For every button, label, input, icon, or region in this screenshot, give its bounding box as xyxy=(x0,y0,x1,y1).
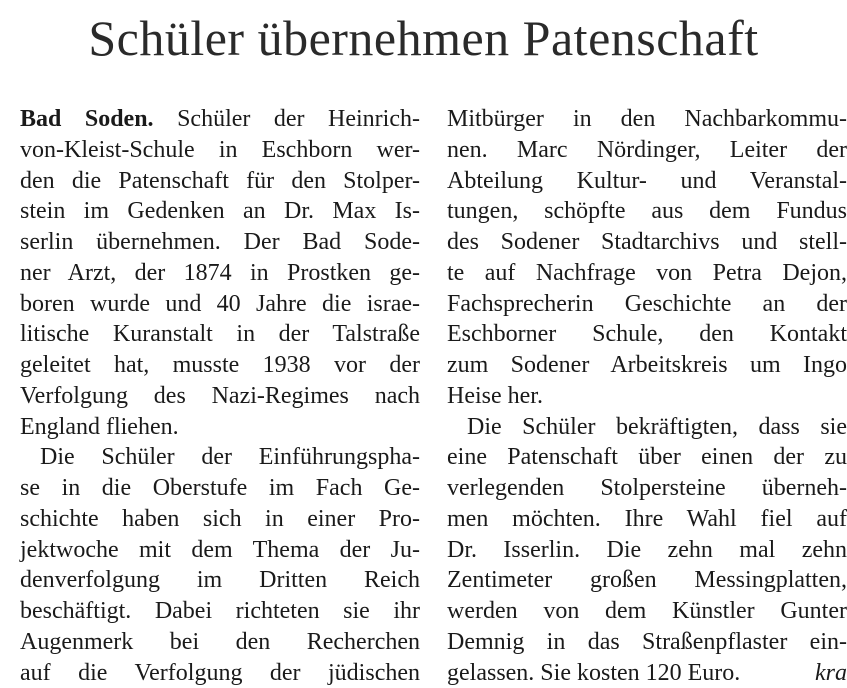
text-line: denverfolgung im Dritten Reich xyxy=(20,565,420,596)
text-line: werden von dem Künstler Gunter xyxy=(447,596,847,627)
text-line: schichte haben sich in einer Pro- xyxy=(20,504,420,535)
text-line: von-Kleist-Schule in Eschborn wer- xyxy=(20,135,420,166)
text-line: Demnig in das Straßenpflaster ein- xyxy=(447,627,847,658)
text-line: serlin übernehmen. Der Bad Sode- xyxy=(20,227,420,258)
text-line: Mitbürger in den Nachbarkommu- xyxy=(447,104,847,135)
text-line: men möchten. Ihre Wahl fiel auf xyxy=(447,504,847,535)
text-line: jektwoche mit dem Thema der Ju- xyxy=(20,535,420,566)
text-line: des Sodener Stadtarchivs und stell- xyxy=(447,227,847,258)
text-line: Zentimeter großen Messingplatten, xyxy=(447,565,847,596)
dateline: Bad Soden. xyxy=(20,106,154,132)
text-line: Die Schüler der Einführungspha- xyxy=(20,442,420,473)
text-line: England fliehen. xyxy=(20,412,420,443)
text-line: den die Patenschaft für den Stolper- xyxy=(20,166,420,197)
text-line: Fachsprecherin Geschichte an der xyxy=(447,289,847,320)
text-line: Abteilung Kultur- und Veranstal- xyxy=(447,166,847,197)
text-line: nen. Marc Nördinger, Leiter der xyxy=(447,135,847,166)
article-column-right xyxy=(447,104,847,688)
text-line xyxy=(20,104,420,135)
article-column-left xyxy=(20,104,420,688)
text-line: boren wurde und 40 Jahre die israe- xyxy=(20,289,420,320)
text-line: Dr. Isserlin. Die zehn mal zehn xyxy=(447,535,847,566)
article-headline: Schüler übernehmen Patenschaft xyxy=(0,6,847,70)
text-line-content: Schüler der Heinrich- xyxy=(154,106,420,132)
text-line: verlegenden Stolpersteine überneh- xyxy=(447,473,847,504)
text-line: geleitet hat, musste 1938 vor der xyxy=(20,350,420,381)
author-signature: kra xyxy=(815,658,847,688)
text-line: beschäftigt. Dabei richteten sie ihr xyxy=(20,596,420,627)
text-line: auf die Verfolgung der jüdischen xyxy=(20,658,420,688)
text-line: te auf Nachfrage von Petra Dejon, xyxy=(447,258,847,289)
text-line: Eschborner Schule, den Kontakt xyxy=(447,319,847,350)
text-line: litische Kuranstalt in der Talstraße xyxy=(20,319,420,350)
text-line: Die Schüler bekräftigten, dass sie xyxy=(447,412,847,443)
text-line: se in die Oberstufe im Fach Ge- xyxy=(20,473,420,504)
text-line: zum Sodener Arbeitskreis um Ingo xyxy=(447,350,847,381)
text-line xyxy=(447,658,847,688)
text-line: eine Patenschaft über einen der zu xyxy=(447,442,847,473)
text-line: tungen, schöpfte aus dem Fundus xyxy=(447,196,847,227)
text-line: Verfolgung des Nazi-Regimes nach xyxy=(20,381,420,412)
text-line: Heise her. xyxy=(447,381,847,412)
text-line-content: gelassen. Sie kosten 120 Euro. xyxy=(447,660,740,686)
text-line: ner Arzt, der 1874 in Prostken ge- xyxy=(20,258,420,289)
text-line: Augenmerk bei den Recherchen xyxy=(20,627,420,658)
text-line: stein im Gedenken an Dr. Max Is- xyxy=(20,196,420,227)
